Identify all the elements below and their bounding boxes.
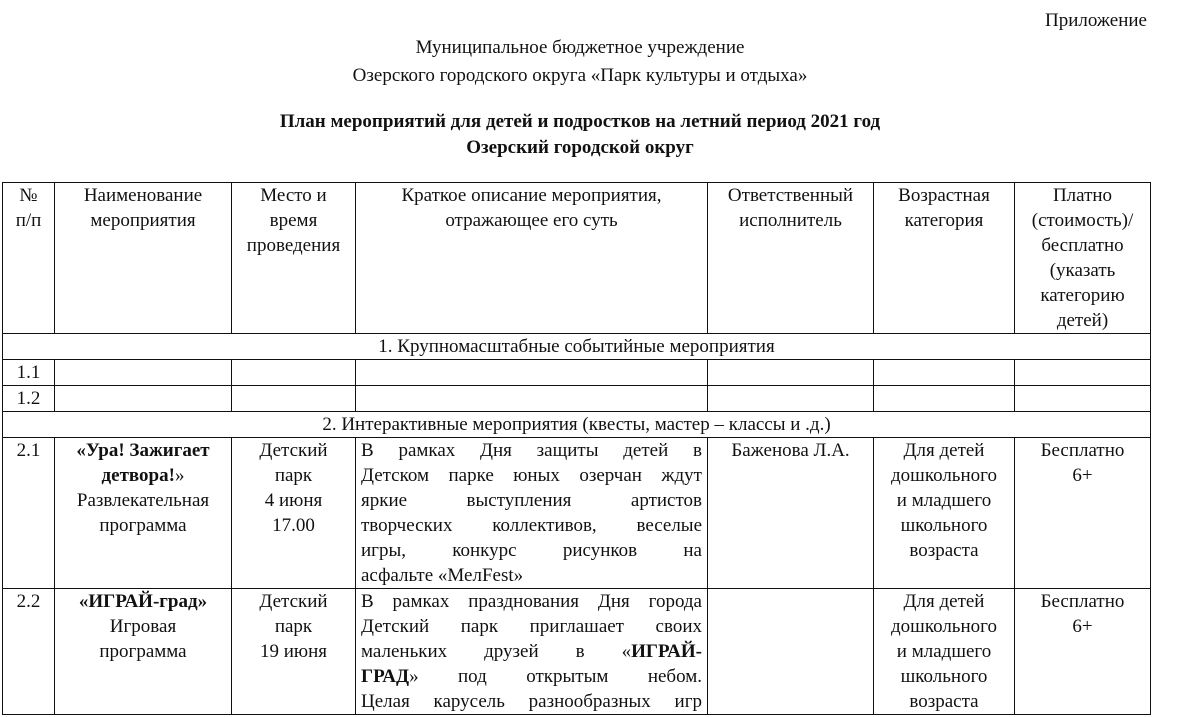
row-number: 1.1 — [3, 360, 55, 386]
org-line-2: Озерского городского округа «Парк культуры и отдыха» — [352, 65, 808, 86]
org-line-1: Муниципальное бюджетное учреждение — [415, 37, 745, 58]
event-price: Бесплатно 6+ — [1015, 438, 1151, 589]
event-price: Бесплатно 6+ — [1015, 589, 1151, 715]
header-paid: Платно (стоимость)/ бесплатно (указать категорию детей) — [1015, 183, 1151, 334]
section-row-1 — [3, 334, 1151, 360]
section-row-2 — [3, 412, 1151, 438]
events-table — [2, 182, 1151, 715]
event-age: Для детей дошкольного и младшего школьного возраста — [874, 589, 1015, 715]
table-row — [3, 589, 1151, 715]
event-place: Детский парк 4 июня 17.00 — [232, 438, 356, 589]
table-header-row — [3, 183, 1151, 334]
table-row — [3, 360, 1151, 386]
event-name: «Ура! Зажигает детвора!» Развлекательная программа — [55, 438, 232, 589]
header-name: Наименование мероприятия — [55, 183, 232, 334]
organization-name — [0, 34, 1160, 90]
title-line-2: Озерский городской округ — [466, 137, 694, 158]
event-responsible: Баженова Л.А. — [708, 438, 874, 589]
section-2-title: 2. Интерактивные мероприятия (квесты, мастер – классы и .д.) — [3, 412, 1151, 438]
table-row — [3, 438, 1151, 589]
event-place: Детский парк 19 июня — [232, 589, 356, 715]
appendix-label: Приложение — [1045, 10, 1147, 31]
event-name: «ИГРАЙ-град» Игровая программа — [55, 589, 232, 715]
row-number: 2.1 — [3, 438, 55, 589]
section-1-title: 1. Крупномасштабные событийные мероприятия — [3, 334, 1151, 360]
header-num: № п/п — [3, 183, 55, 334]
header-place: Место и время проведения — [232, 183, 356, 334]
row-number: 1.2 — [3, 386, 55, 412]
document-title — [0, 109, 1160, 161]
event-age: Для детей дошкольного и младшего школьного возраста — [874, 438, 1015, 589]
row-number: 2.2 — [3, 589, 55, 715]
title-line-1: План мероприятий для детей и подростков на летний период 2021 год — [279, 111, 881, 132]
header-resp: Ответственный исполнитель — [708, 183, 874, 334]
table-row — [3, 386, 1151, 412]
event-description: В рамках Дня защиты детей в Детском парке юных озерчан ждут яркие выступления артистов творческих коллективов, веселые игры, конкурс рисунков на асфальте «МелFest» — [356, 438, 708, 589]
event-description: В рамках празднования Дня города Детский парк приглашает своих маленьких друзей в «ИГРАЙ- ГРАД» под открытым небом. Целая карусель разнообразных игр — [356, 589, 708, 715]
header-age: Возрастная категория — [874, 183, 1015, 334]
header-desc: Краткое описание мероприятия, отражающее его суть — [356, 183, 708, 334]
event-responsible — [708, 589, 874, 715]
